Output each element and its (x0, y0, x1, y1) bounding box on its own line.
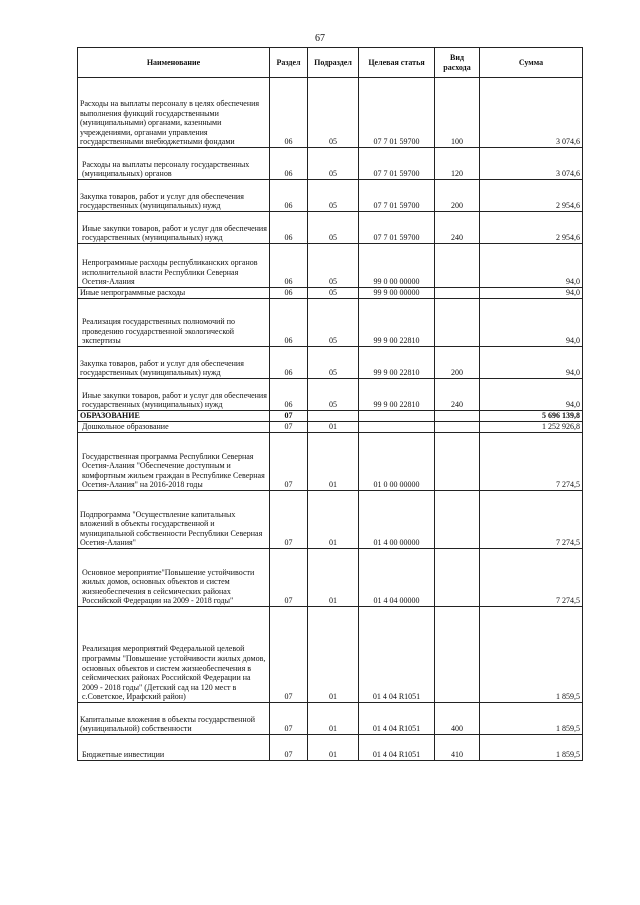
cell-name: Реализация мероприятий Федеральной целевой программы "Повышение устойчивости жилых домов, основных объектов и систем жизнеобеспечения в сейсмических районах Российской Федерации на 2009 - 2018 годы" (Детский сад на 120 мест в с.Советское, Ирафский район) (78, 607, 270, 703)
cell-sum: 94,0 (480, 379, 583, 411)
table-row (78, 379, 583, 411)
cell-article: 99 0 00 00000 (359, 244, 435, 288)
cell-name: Подпрограмма "Осуществление капитальных вложений в объекты государственной и муниципальной собственности Республики Северная Осетия-Алания" (78, 491, 270, 549)
cell-sum: 5 696 139,8 (480, 411, 583, 422)
cell-article: 99 9 00 22810 (359, 347, 435, 379)
cell-subsection: 01 (308, 703, 359, 735)
table-row (78, 212, 583, 244)
cell-kind (435, 422, 480, 433)
cell-article (359, 422, 435, 433)
cell-subsection: 01 (308, 433, 359, 491)
cell-sum: 1 859,5 (480, 703, 583, 735)
cell-article: 99 9 00 00000 (359, 288, 435, 299)
cell-kind: 410 (435, 735, 480, 761)
cell-sum: 94,0 (480, 244, 583, 288)
cell-article: 01 4 04 R1051 (359, 735, 435, 761)
cell-article: 99 9 00 22810 (359, 379, 435, 411)
cell-subsection (308, 411, 359, 422)
header-sum: Сумма (480, 48, 583, 78)
cell-kind (435, 491, 480, 549)
cell-sum: 1 252 926,8 (480, 422, 583, 433)
cell-section: 06 (270, 148, 308, 180)
table-row (78, 299, 583, 347)
cell-subsection: 05 (308, 299, 359, 347)
cell-sum: 1 859,5 (480, 735, 583, 761)
cell-name: Основное мероприятие"Повышение устойчивости жилых домов, основных объектов и систем жизнеобеспечения в сейсмических районах Российской Федерации на 2009 - 2018 годы" (78, 549, 270, 607)
cell-subsection: 01 (308, 607, 359, 703)
table-row (78, 180, 583, 212)
cell-subsection: 05 (308, 347, 359, 379)
table-row (78, 148, 583, 180)
cell-section: 06 (270, 379, 308, 411)
cell-subsection: 01 (308, 422, 359, 433)
table-row (78, 703, 583, 735)
table-row (78, 422, 583, 433)
cell-article: 01 0 00 00000 (359, 433, 435, 491)
cell-kind: 240 (435, 379, 480, 411)
cell-section: 06 (270, 347, 308, 379)
cell-subsection: 05 (308, 288, 359, 299)
header-name: Наименование (78, 48, 270, 78)
cell-kind: 200 (435, 180, 480, 212)
cell-kind (435, 607, 480, 703)
cell-subsection: 05 (308, 244, 359, 288)
cell-sum: 2 954,6 (480, 180, 583, 212)
cell-subsection: 05 (308, 180, 359, 212)
cell-article: 01 4 04 R1051 (359, 703, 435, 735)
cell-section: 07 (270, 607, 308, 703)
cell-name: Иные закупки товаров, работ и услуг для обеспечения государственных (муниципальных) нужд (78, 379, 270, 411)
cell-sum: 7 274,5 (480, 491, 583, 549)
header-article: Целевая статья (359, 48, 435, 78)
cell-sum: 94,0 (480, 299, 583, 347)
cell-kind (435, 433, 480, 491)
cell-section: 06 (270, 299, 308, 347)
cell-article: 07 7 01 59700 (359, 212, 435, 244)
cell-kind (435, 299, 480, 347)
page-number: 67 (315, 33, 325, 44)
cell-name: Расходы на выплаты персоналу государственных (муниципальных) органов (78, 148, 270, 180)
cell-article: 07 7 01 59700 (359, 78, 435, 148)
cell-name: Иные непрограммные расходы (78, 288, 270, 299)
table-row (78, 607, 583, 703)
cell-section: 07 (270, 735, 308, 761)
cell-kind (435, 549, 480, 607)
cell-name: Непрограммные расходы республиканских органов исполнительной власти Республики Северная Осетия-Алания (78, 244, 270, 288)
cell-subsection: 05 (308, 212, 359, 244)
table-row (78, 549, 583, 607)
cell-sum: 1 859,5 (480, 607, 583, 703)
cell-kind (435, 288, 480, 299)
cell-name: Бюджетные инвестиции (78, 735, 270, 761)
table-row (78, 735, 583, 761)
table-row (78, 411, 583, 422)
cell-kind: 200 (435, 347, 480, 379)
cell-kind: 400 (435, 703, 480, 735)
budget-table (77, 47, 583, 761)
header-kind: Вид расхода (435, 48, 480, 78)
cell-kind (435, 411, 480, 422)
cell-subsection: 01 (308, 549, 359, 607)
cell-article: 07 7 01 59700 (359, 180, 435, 212)
cell-name: Иные закупки товаров, работ и услуг для обеспечения государственных (муниципальных) нужд (78, 212, 270, 244)
cell-section: 06 (270, 244, 308, 288)
table-row (78, 491, 583, 549)
cell-name: Капитальные вложения в объекты государственной (муниципальной) собственности (78, 703, 270, 735)
cell-section: 06 (270, 180, 308, 212)
cell-section: 07 (270, 411, 308, 422)
cell-subsection: 05 (308, 379, 359, 411)
table-row (78, 347, 583, 379)
cell-sum: 94,0 (480, 347, 583, 379)
table-row (78, 78, 583, 148)
cell-name: Закупка товаров, работ и услуг для обеспечения государственных (муниципальных) нужд (78, 180, 270, 212)
table-row (78, 244, 583, 288)
cell-sum: 2 954,6 (480, 212, 583, 244)
cell-section: 07 (270, 491, 308, 549)
cell-kind: 100 (435, 78, 480, 148)
cell-name: Государственная программа Республики Северная Осетия-Алания "Обеспечение доступным и комфортным жильем граждан в Республике Северная Осетия-Алания" на 2016-2018 годы (78, 433, 270, 491)
cell-sum: 3 074,6 (480, 148, 583, 180)
cell-article: 01 4 04 00000 (359, 549, 435, 607)
cell-section: 07 (270, 703, 308, 735)
cell-kind (435, 244, 480, 288)
cell-section: 06 (270, 288, 308, 299)
cell-name: Закупка товаров, работ и услуг для обеспечения государственных (муниципальных) нужд (78, 347, 270, 379)
cell-article (359, 411, 435, 422)
cell-name: Дошкольное образование (78, 422, 270, 433)
cell-sum: 94,0 (480, 288, 583, 299)
cell-article: 01 4 04 R1051 (359, 607, 435, 703)
cell-section: 07 (270, 422, 308, 433)
cell-sum: 3 074,6 (480, 78, 583, 148)
cell-name: Расходы на выплаты персоналу в целях обеспечения выполнения функций государственными (муниципальными) органами, казенными учреждениями, органами управления государственными внебюджетными фондами (78, 78, 270, 148)
cell-subsection: 05 (308, 148, 359, 180)
cell-section: 07 (270, 549, 308, 607)
cell-name: ОБРАЗОВАНИЕ (78, 411, 270, 422)
cell-subsection: 05 (308, 78, 359, 148)
cell-article: 99 9 00 22810 (359, 299, 435, 347)
cell-sum: 7 274,5 (480, 433, 583, 491)
cell-name: Реализация государственных полномочий по проведению государственной экологической экспертизы (78, 299, 270, 347)
cell-section: 06 (270, 78, 308, 148)
cell-subsection: 01 (308, 491, 359, 549)
table-row (78, 433, 583, 491)
cell-article: 07 7 01 59700 (359, 148, 435, 180)
header-section: Раздел (270, 48, 308, 78)
cell-subsection: 01 (308, 735, 359, 761)
header-subsection: Подраздел (308, 48, 359, 78)
cell-kind: 240 (435, 212, 480, 244)
table-header-row (78, 48, 583, 78)
cell-section: 07 (270, 433, 308, 491)
cell-section: 06 (270, 212, 308, 244)
cell-article: 01 4 00 00000 (359, 491, 435, 549)
cell-sum: 7 274,5 (480, 549, 583, 607)
table-row (78, 288, 583, 299)
cell-kind: 120 (435, 148, 480, 180)
